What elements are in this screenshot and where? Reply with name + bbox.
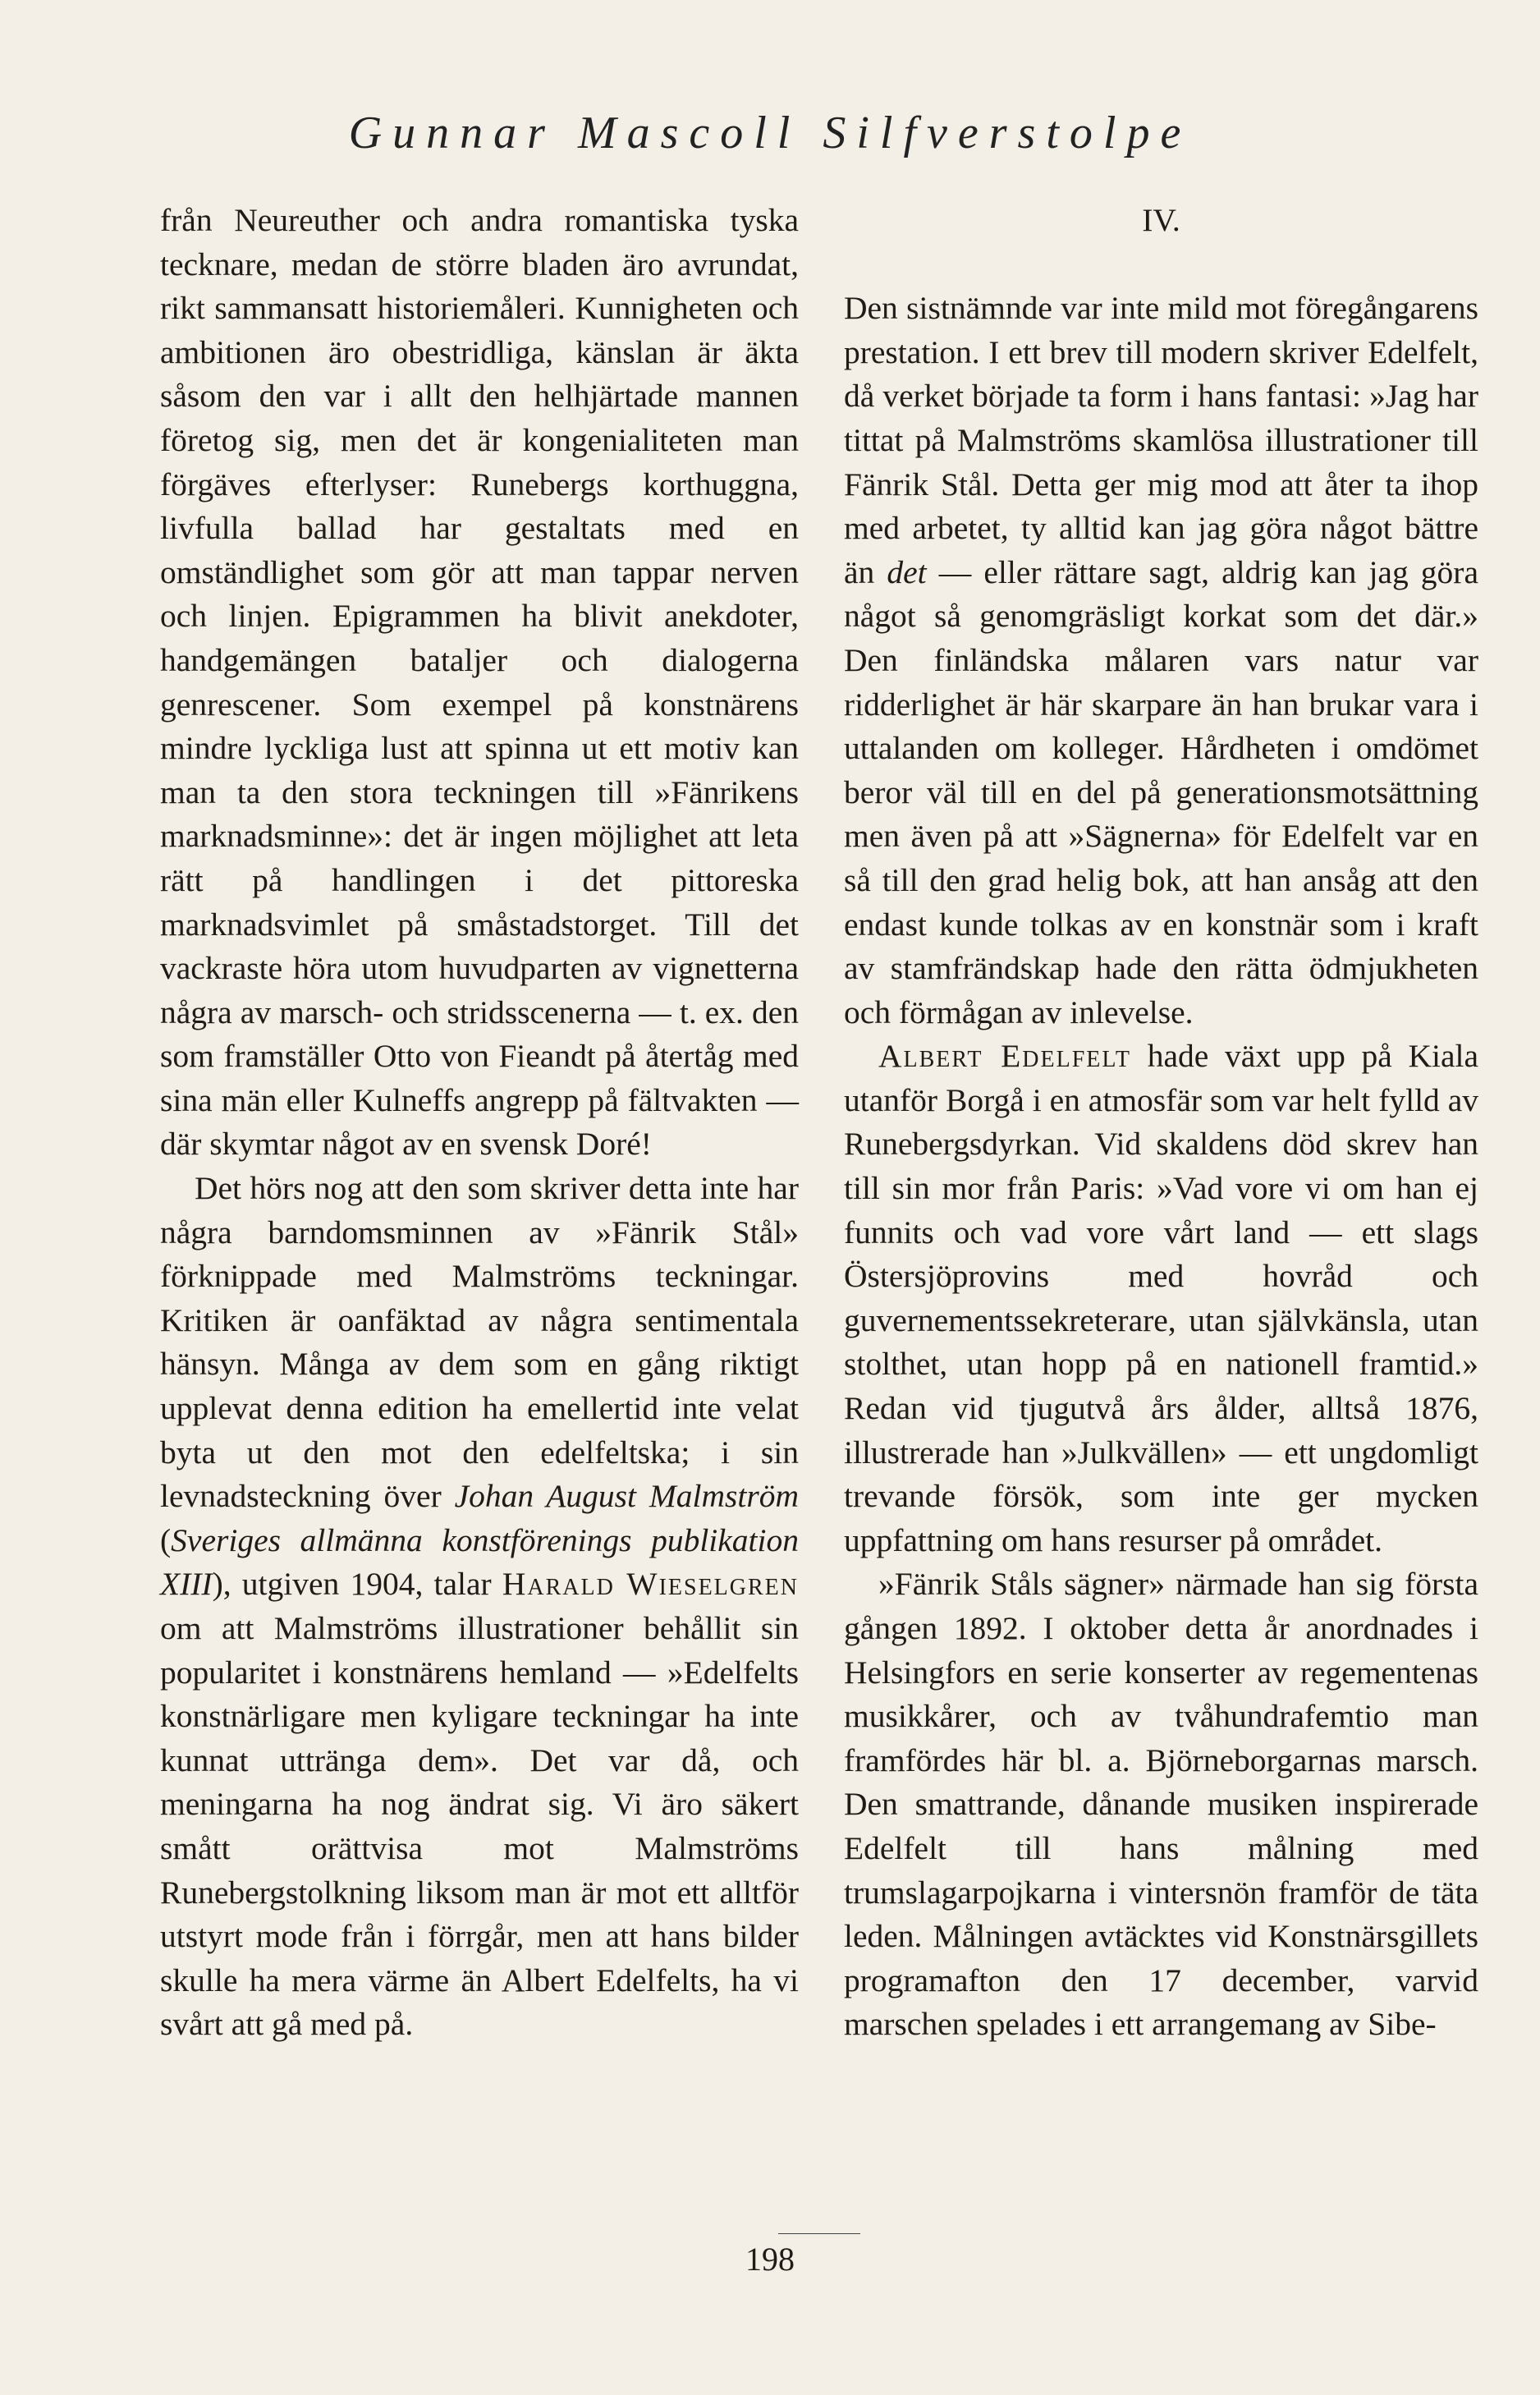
text-run: — eller rättare sagt, aldrig kan jag göra något så genomgräsligt korkat som det där.» Den finländska målaren vars natur var ridderlighet är här skarpare än han brukar vara i uttalanden om kolleger. Hårdheten i omdömet beror väl till en del på generationsmotsättning men även på att »Sägnerna» för Edelfelt var en så till den grad helig bok, att han ansåg att den endast kunde tolkas av en konstnär som i kraft av stamfrändskap hade den rätta ödmjukheten och förmågan av inlevelse. xyxy=(844,553,1478,1030)
running-head: Gunnar Mascoll Silfverstolpe xyxy=(348,108,1192,158)
paragraph: »Fänrik Ståls sägner» närmade han sig första gången 1892. I oktober detta år anordnades i Helsingfors en serie konserter av regementenas musikkårer, och av tvåhundrafemtio man framfördes här bl. a. Björneborgarnas marsch. Den smattrande, dånande musiken inspirerade Edelfelt till hans målning med trumslagarpojkarna i vintersnön framför de täta leden. Målningen avtäcktes vid Konstnärsgillets programafton den 17 december, varvid marschen spelades i ett arrangemang av Sibe- xyxy=(844,1566,1478,2043)
emphasis: det xyxy=(887,553,927,590)
author-name: Albert Edelfelt xyxy=(878,1038,1132,1075)
text-run: Den sistnämnde var inte mild mot föregångarens prestation. I ett brev till modern skriver Edelfelt, då verket började ta form i hans fantasi: »Jag har tittat på Malmströms skamlösa illustrationer till Fänrik Stål. Detta ger mig mod att åter ta ihop med arbetet, ty alltid kan jag göra något bättre än xyxy=(844,290,1478,590)
right-column xyxy=(844,199,1478,2047)
section-heading: IV. xyxy=(1142,202,1180,238)
text-run: Det hörs nog att den som skriver detta inte har några barndomsminnen av »Fänrik Stål» förknippade med Malmströms teckningar. Kritiken är oanfäktad av några sentimentala hänsyn. Många av dem som en gång riktigt upplevat denna edition ha emellertid inte velat byta ut den mot den edelfeltska; i sin levnadsteckning över xyxy=(160,1170,799,1515)
book-title: Johan August Malmström xyxy=(454,1478,799,1515)
paragraph xyxy=(844,287,1478,1035)
page-number-rule xyxy=(778,2233,860,2234)
author-name: Harald Wieselgren xyxy=(502,1566,799,1603)
text-run: ), utgiven 1904, talar xyxy=(212,1566,502,1603)
text-run: om att Malmströms illustrationer behållit sin popularitet i konstnärens hemland — »Edelfelts konstnärligare men kyligare teckningar ha inte kunnat uttränga dem». Det var då, och meningarna ha nog ändrat sig. Vi äro säkert smått orättvisa mot Malmströms Runebergstolkning liksom man är mot ett alltför utstyrt mode från i förrgår, men att hans bilder skulle ha mera värme än Albert Edelfelts, ha vi svårt att gå med på. xyxy=(160,1610,799,2043)
paragraph xyxy=(844,1035,1478,1562)
text-run: hade växt upp på Kiala utanför Borgå i en atmosfär som var helt fylld av Runebergsdyrkan. Vid skaldens död skrev han till sin mor från Paris: »Vad vore vi om han ej funnits och vad vore vårt land — ett slags Östersjöprovins med hovråd och guvernementssekreterare, utan självkänsla, utan stolthet, utan hopp på en nationell framtid.» Redan vid tjugutvå års ålder, alltså 1876, illustrerade han »Julkvällen» — ett ungdomligt trevande försök, som inte ger mycken uppfattning om hans resurser på området. xyxy=(844,1038,1479,1558)
series-title: Sveriges allmänna konstförenings publikation XIII xyxy=(160,1521,799,1603)
paragraph xyxy=(160,1167,799,2047)
paragraph: från Neureuther och andra romantiska tyska tecknare, medan de större bladen äro avrundat, rikt sammansatt historiemåleri. Kunnigheten och ambitionen äro obestridliga, känslan är äkta såsom den var i allt den helhjärtade mannen företog sig, men det är kongenialiteten man förgäves efterlyser: Runebergs korthuggna, livfulla ballad har gestaltats med en omständlighet som gör att man tappar nerven och linjen. Epigrammen ha blivit anekdoter, handgemängen batalјer och dialogerna genrescener. Som exempel på konstnärens mindre lyckliga lust att spinna ut ett motiv kan man ta den stora teckningen till »Fänrikens marknadsminne»: det är ingen möjlighet att leta rätt på handlingen i det pittoreska marknadsvimlet på småstadstorget. Till det vackraste höra utom huvudparten av vignetterna några av marsch- och stridsscenerna — t. ex. den som framställer Otto von Fieandt på återtåg med sina män eller Kulneffs angrepp på fältvakten — där skymtar något av en svensk Doré! xyxy=(160,202,799,1163)
page-number: 198 xyxy=(745,2241,795,2278)
left-column xyxy=(160,199,799,2047)
text-run: ( xyxy=(160,1521,172,1558)
